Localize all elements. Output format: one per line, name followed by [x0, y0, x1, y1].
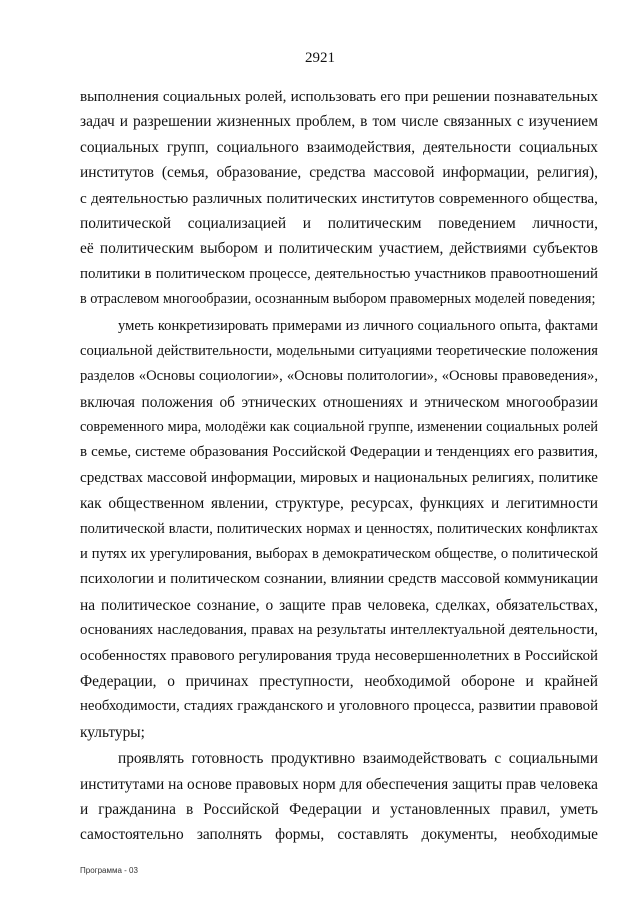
text-line: институтов (семья, образование, средства массовой информации, религия),: [80, 164, 598, 182]
text-line: как общественном явлении, структуре, ресурсах, функциях и легитимности: [80, 495, 598, 513]
paragraph: [80, 746, 598, 848]
text-line: социальной действительности, модельными ситуациями теоретические положения: [80, 342, 598, 359]
text-line: культуры;: [80, 723, 145, 741]
text-line: необходимости, стадиях гражданского и уголовного процесса, развитии правовой: [80, 698, 598, 715]
text-line: институтами на основе правовых норм для обеспечения защиты прав человека: [80, 775, 598, 793]
text-line: современного мира, молодёжи как социальной группе, изменении социальных ролей: [80, 419, 598, 436]
text-line: основаниях наследования, правах на результаты интеллектуальной деятельности,: [80, 622, 598, 639]
text-line: самостоятельно заполнять формы, составлять документы, необходимые: [80, 826, 598, 844]
text-line: включая положения об этнических отношениях и этническом многообразии: [80, 393, 598, 411]
text-line: Федерации, о причинах преступности, необходимой обороне и крайней: [80, 672, 598, 690]
text-line: психологии и политическом сознании, влиянии средств массовой коммуникации: [80, 571, 598, 588]
footer-label: Программа - 03: [80, 866, 138, 875]
text-line: на политическое сознание, о защите прав человека, сделках, обязательствах,: [80, 596, 598, 614]
text-line: политики в политическом процессе, деятельностью участников правоотношений: [80, 265, 598, 282]
text-line: уметь конкретизировать примерами из личного социального опыта, фактами: [118, 317, 598, 334]
document-body: [80, 84, 598, 848]
text-line: задач и разрешении жизненных проблем, в том числе связанных с изучением: [80, 113, 598, 131]
text-line: выполнения социальных ролей, использовать его при решении познавательных: [80, 88, 598, 105]
text-line: в отраслевом многообразии, осознанным выбором правомерных моделей поведения;: [80, 291, 596, 308]
text-line: средствах массовой информации, мировых и национальных религиях, политике: [80, 469, 598, 486]
text-line: в семье, системе образования Российской Федерации и тенденциях его развития,: [80, 444, 598, 461]
page-number: 2921: [305, 50, 335, 66]
text-line: политической социализацией и политическим поведением личности,: [80, 214, 598, 232]
paragraph: [80, 314, 598, 746]
text-line: особенностях правового регулирования труда несовершеннолетних в Российской: [80, 647, 598, 664]
text-line: и путях их урегулирования, выборах в демократическом обществе, о политической: [80, 546, 598, 563]
text-line: её политическим выбором и политическим участием, действиями субъектов: [80, 240, 598, 258]
text-line: разделов «Основы социологии», «Основы политологии», «Основы правоведения»,: [80, 368, 598, 385]
text-line: социальных групп, социального взаимодействия, деятельности социальных: [80, 138, 598, 156]
text-line: и гражданина в Российской Федерации и установленных правил, уметь: [80, 800, 598, 818]
paragraph: [80, 84, 598, 313]
text-line: политической власти, политических нормах и ценностях, политических конфликтах: [80, 520, 598, 537]
text-line: проявлять готовность продуктивно взаимодействовать с социальными: [118, 750, 598, 768]
text-line: с деятельностью различных политических институтов современного общества,: [80, 189, 598, 207]
